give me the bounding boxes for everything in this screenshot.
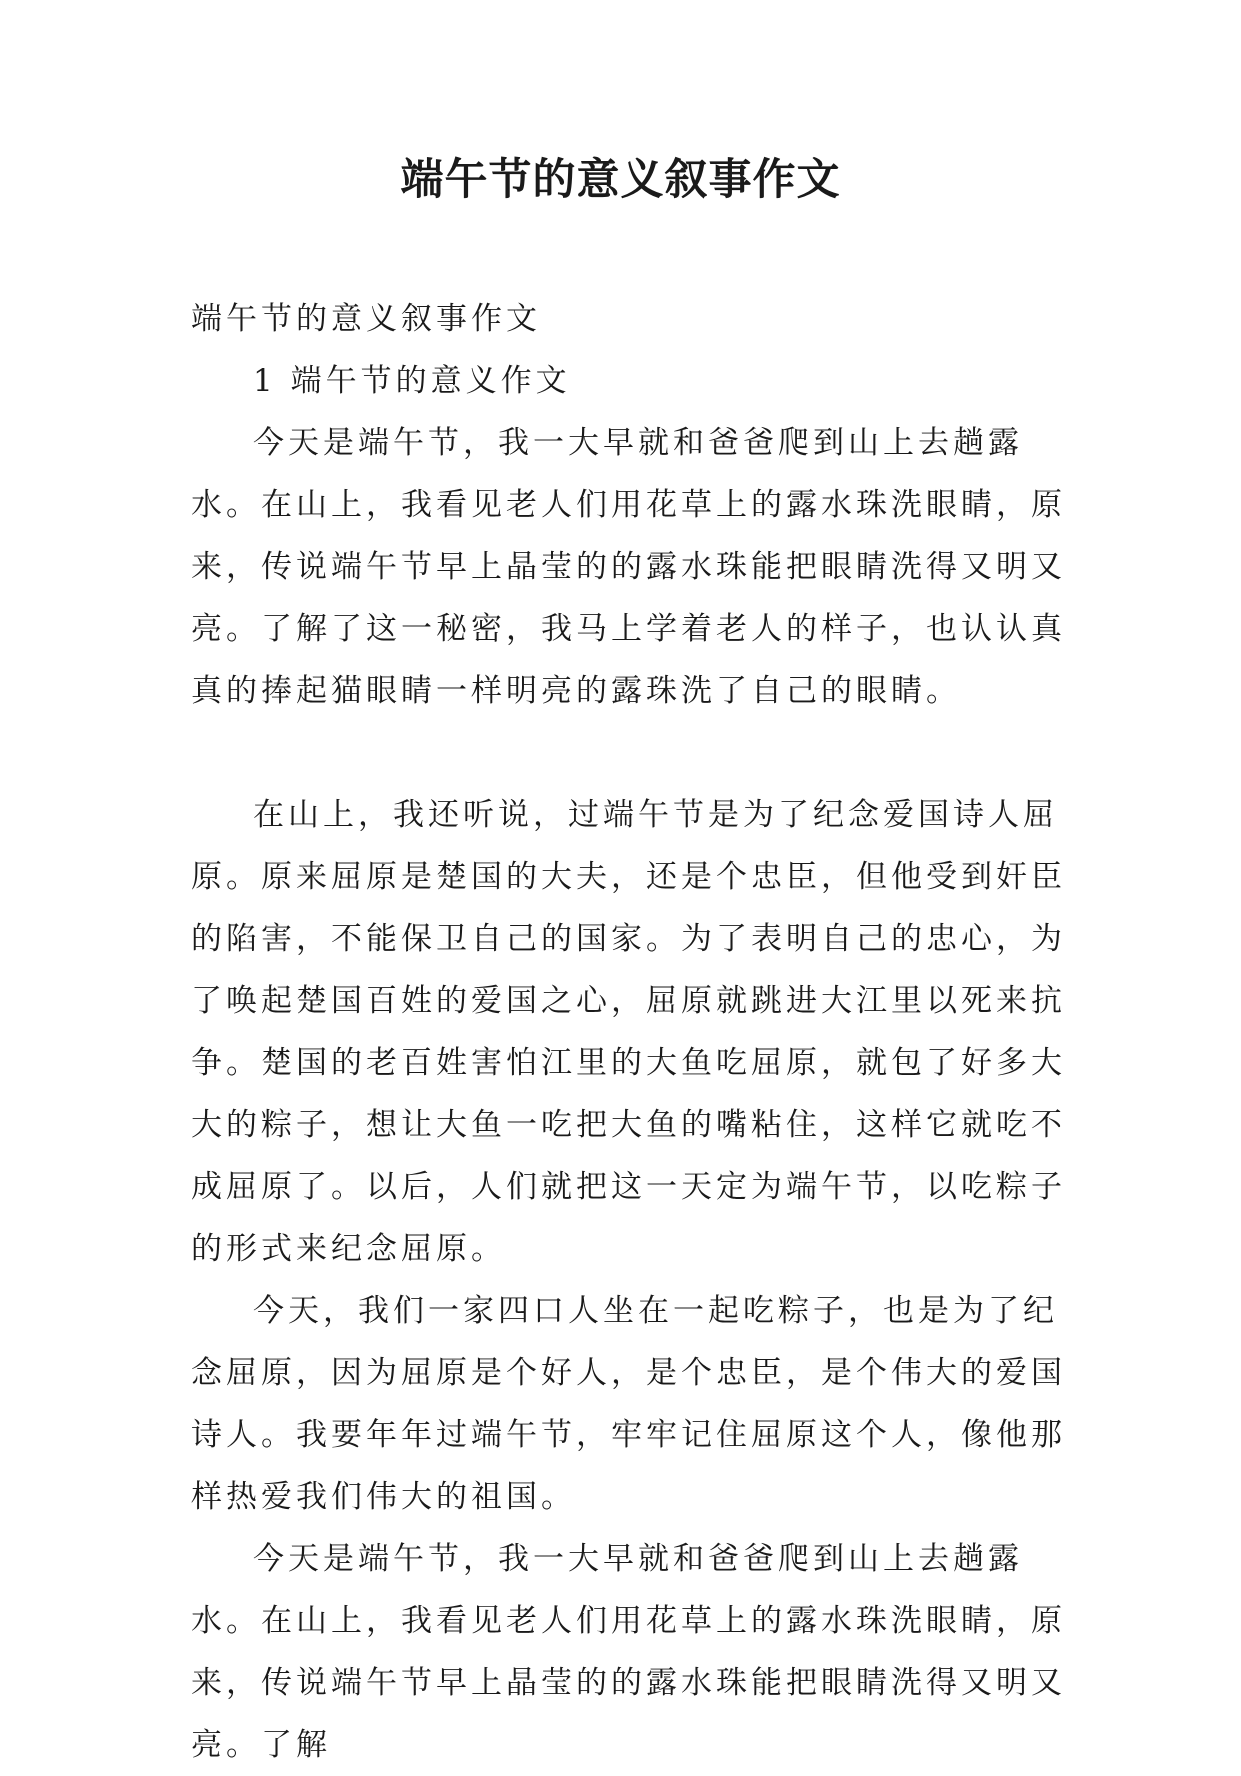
paragraph-2: 在山上，我还听说，过端午节是为了纪念爱国诗人屈原。原来屈原是楚国的大夫，还是个忠臣，但他受到奸臣的陷害，不能保卫自己的国家。为了表明自己的忠心，为了唤起楚国百姓的爱国之心，屈原就跳进大江里以死来抗争。楚国的老百姓害怕江里的大鱼吃屈原，就包了好多大大的粽子，想让大鱼一吃把大鱼的嘴粘住，这样它就吃不成屈原了。以后，人们就把这一天定为端午节，以吃粽子的形式来纪念屈原。 (191, 797, 1066, 1267)
paragraph-4: 今天是端午节，我一大早就和爸爸爬到山上去趟露水。在山上，我看见老人们用花草上的露水珠洗眼睛，原来，传说端午节早上晶莹的的露水珠能把眼睛洗得又明又亮。了解 (191, 1541, 1066, 1763)
paragraph-spacer (191, 722, 1071, 784)
paragraph-3: 今天，我们一家四口人坐在一起吃粽子，也是为了纪念屈原，因为屈原是个好人，是个忠臣，是个伟大的爱国诗人。我要年年过端午节，牢牢记住屈原这个人，像他那样热爱我们伟大的祖国。 (191, 1293, 1066, 1515)
document-body (191, 288, 1071, 1776)
document-title: 端午节的意义叙事作文 (400, 155, 841, 205)
paragraph-1: 今天是端午节，我一大早就和爸爸爬到山上去趟露水。在山上，我看见老人们用花草上的露水珠洗眼睛，原来，传说端午节早上晶莹的的露水珠能把眼睛洗得又明又亮。了解了这一秘密，我马上学着老人的样子，也认认真真的捧起猫眼睛一样明亮的露珠洗了自己的眼睛。 (191, 425, 1066, 709)
section-heading: 1 端午节的意义作文 (253, 363, 571, 399)
document-subtitle: 端午节的意义叙事作文 (191, 301, 541, 337)
